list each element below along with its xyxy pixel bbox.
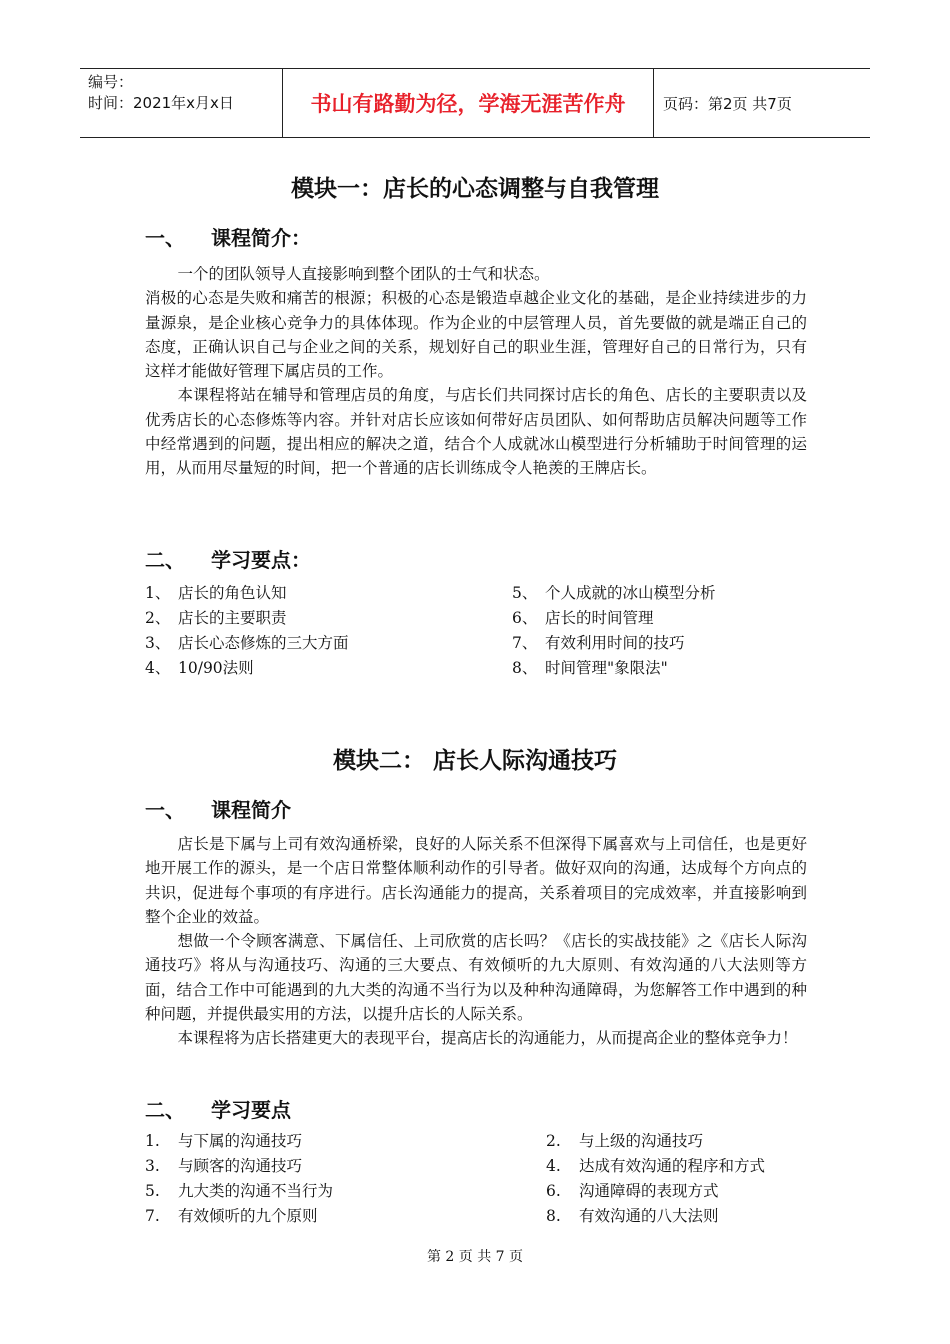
list-item: 1. 与下属的沟通技巧: [145, 1132, 303, 1150]
page-footer: 第 2 页 共 7 页: [426, 1249, 524, 1265]
code-label: 编号：: [88, 73, 134, 91]
module2-points-title: 学习要点: [211, 1098, 291, 1122]
list-item: 7、 有效利用时间的技巧: [512, 634, 685, 652]
module2-intro-title: 课程简介: [211, 798, 291, 822]
list-item: 5. 九大类的沟通不当行为: [145, 1182, 334, 1200]
module2-paragraph: 店长是下属与上司有效沟通桥梁，良好的人际关系不但深得下属喜欢与上司信任，也是更好地开展工作的源头，是一个店日常整体顺利动作的引导者。做好双向的沟通，达成每个方向点的共识，促进每个事项的有序进行。店长沟通能力的提高，关系着项目的完成效率，并直接影响到整个企业的效益。: [145, 835, 807, 926]
module1-paragraph: 一个的团队领导人直接影响到整个团队的士气和状态。: [177, 265, 550, 283]
module2-paragraph: 本课程将为店长搭建更大的表现平台，提高店长的沟通能力，从而提高企业的整体竞争力！: [177, 1029, 798, 1048]
page-label: 页码：第2页 共7页: [663, 94, 792, 113]
module2-points-right: [546, 1129, 765, 1229]
module2-points-heading: [145, 1094, 291, 1123]
module1-points-left: [145, 581, 349, 681]
list-item: 8、 时间管理"象限法": [512, 659, 668, 677]
module1-paragraph: 本课程将站在辅导和管理店员的角度，与店长们共同探讨店长的角色、店长的主要职责以及优秀店长的心态修炼等内容。并针对店长应该如何带好店员团队、如何帮助店员解决问题等工作中经常遇到的问题，提出相应的解决之道，结合个人成就冰山模型进行分析辅助于时间管理的运用，从而用尽量短的时间，把一个普通的店长训练成令人艳羡的王牌店长。: [145, 386, 807, 478]
module2-intro-heading: [145, 794, 291, 823]
module2-points-num: 二、: [145, 1098, 185, 1122]
module1-title: 模块一：店长的心态调整与自我管理: [291, 176, 659, 202]
list-item: 6. 沟通障碍的表现方式: [546, 1182, 719, 1200]
list-item: 8. 有效沟通的八大法则: [546, 1207, 719, 1225]
module1-paragraph: 消极的心态是失败和痛苦的根源；积极的心态是锻造卓越企业文化的基础，是企业持续进步的力量源泉，是企业核心竞争力的具体体现。作为企业的中层管理人员，首先要做的就是端正自己的态度，正确认识自己与企业之间的关系，规划好自己的职业生涯，管理好自己的日常行为，只有这样才能做好管理下属店员的工作。: [145, 289, 807, 381]
list-item: 3、 店长心态修炼的三大方面: [145, 634, 349, 652]
list-item: 6、 店长的时间管理: [512, 609, 654, 627]
list-item: 2. 与上级的沟通技巧: [546, 1132, 704, 1150]
module2-title: 模块二： 店长人际沟通技巧: [332, 748, 617, 774]
module2-points-left: [145, 1129, 333, 1229]
module2-paragraph: 想做一个令顾客满意、下属信任、上司欣赏的店长吗？《店长的实战技能》之《店长人际沟通技巧》将从与沟通技巧、沟通的三大要点、有效倾听的九大原则、有效沟通的八大法则等方面，结合工作中可能遇到的九大类的沟通不当行为以及种种沟通障碍，为您解答工作中遇到的种种问题，并提供最实用的方法，以提升店长的人际关系。: [145, 932, 807, 1024]
module2-intro-num: 一、: [145, 798, 185, 822]
list-item: 3. 与顾客的沟通技巧: [145, 1157, 303, 1175]
list-item: 7. 有效倾听的九个原则: [145, 1207, 318, 1225]
list-item: 5、 个人成就的冰山模型分析: [512, 584, 716, 602]
list-item: 4. 达成有效沟通的程序和方式: [546, 1157, 766, 1175]
module1-intro-body: [145, 262, 807, 481]
list-item: 4、 10/90法则: [145, 659, 254, 677]
module1-points-num: 二、: [145, 548, 185, 572]
motto: 书山有路勤为径，学海无涯苦作舟: [282, 69, 654, 137]
header-table: [80, 68, 870, 138]
module1-intro-title: 课程简介：: [211, 226, 311, 250]
module2-intro-body: [145, 832, 807, 1051]
module1-intro-heading: [145, 222, 311, 251]
date-label: 时间：2021年x月x日: [88, 94, 234, 112]
header-left-cell: [80, 69, 282, 137]
module1-intro-num: 一、: [145, 226, 185, 250]
list-item: 1、 店长的角色认知: [145, 584, 287, 602]
module1-points-right: [512, 581, 716, 681]
list-item: 2、 店长的主要职责: [145, 609, 287, 627]
module1-points-title: 学习要点：: [211, 548, 311, 572]
module1-points-heading: [145, 544, 311, 573]
